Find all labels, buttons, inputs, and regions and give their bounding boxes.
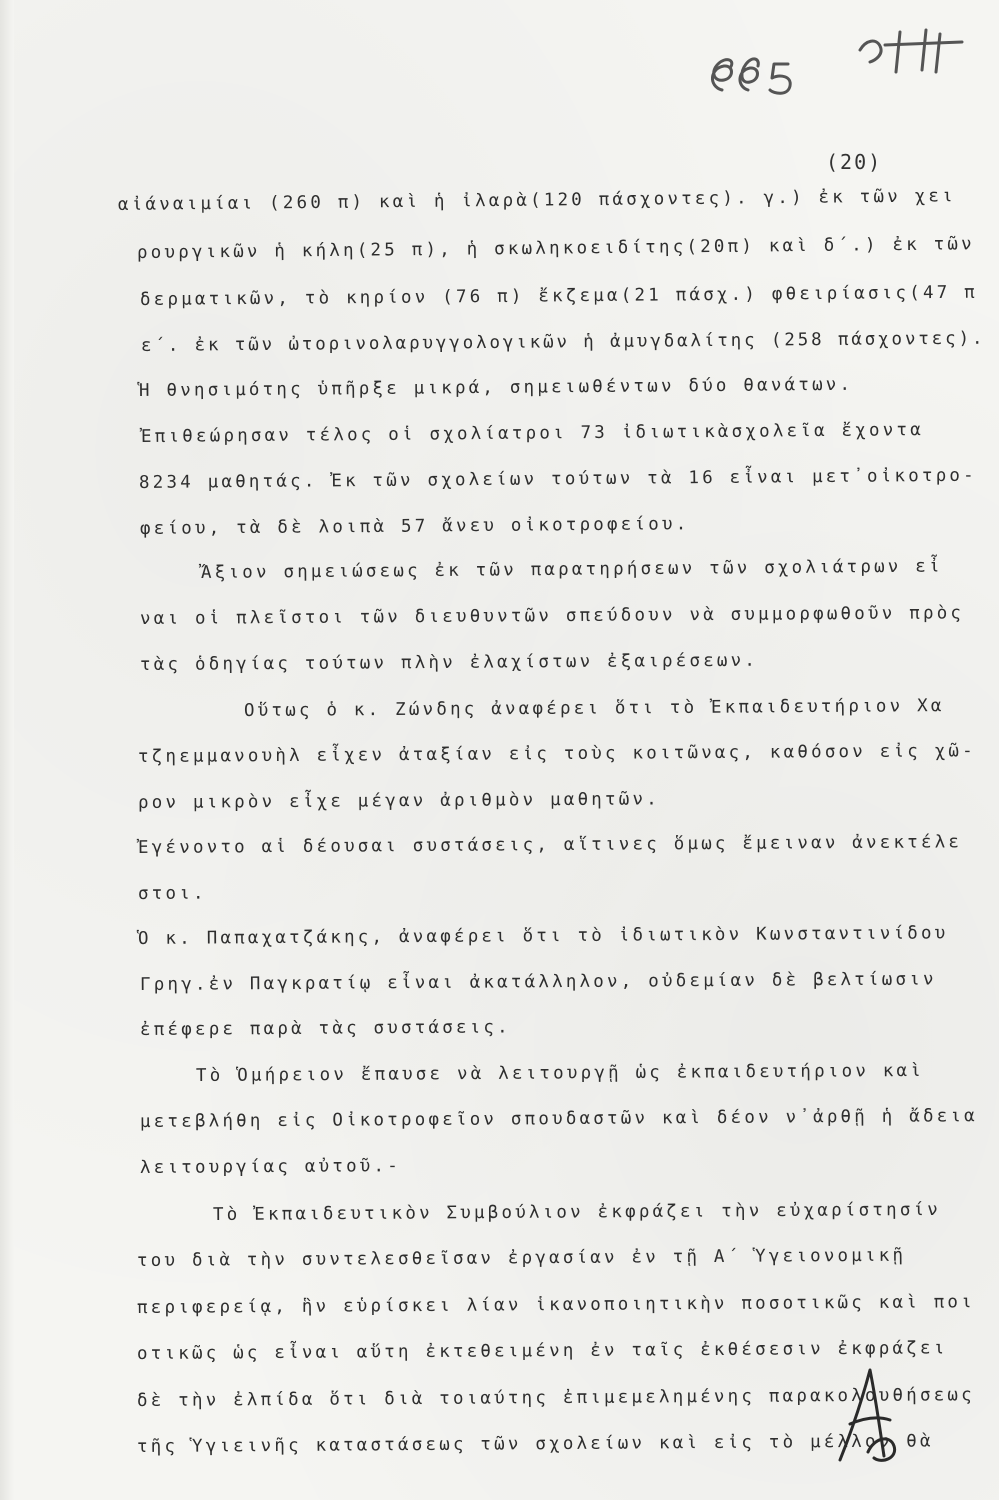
text-line: Ἐγένοντο αἱ δέουσαι συστάσεις, αἵτινες ὅμως ἔμειναν ἀνεκτέλε bbox=[137, 832, 963, 858]
text-line: ναι οἱ πλεῖστοι τῶν διευθυντῶν σπεύδουν νὰ συμμορφωθοῦν πρὸς bbox=[139, 603, 965, 629]
text-line: ε΄. ἐκ τῶν ὠτορινολαρυγγολογικῶν ἡ ἀμυγδαλίτης (258 πάσχοντες). bbox=[140, 328, 986, 356]
text-line: Τὸ Ὁμήρειον ἔπαυσε νὰ λειτουργῇ ὡς ἐκπαιδευτήριον καὶ bbox=[195, 1060, 925, 1086]
text-line: Ἄξιον σημειώσεως ἐκ τῶν παρατηρήσεων τῶν σχολιάτρων εἶ bbox=[200, 556, 943, 583]
text-line: Γρηγ.ἐν Παγκρατίῳ εἶναι ἀκατάλληλον, οὐδεμίαν δὲ βελτίωσιν bbox=[139, 969, 937, 995]
text-line: στοι. bbox=[137, 883, 207, 904]
handwritten-folio-mark bbox=[700, 20, 970, 110]
text-line: ρον μικρὸν εἶχε μέγαν ἀριθμὸν μαθητῶν. bbox=[137, 789, 661, 813]
text-line: δερματικῶν, τὸ κηρίον (76 π) ἔκζεμα(21 πάσχ.) φθειρίασις(47 π bbox=[139, 282, 978, 310]
text-line: τῆς Ὑγιεινῆς καταστάσεως τῶν σχολείων καὶ εἰς τὸ μέλλον θὰ bbox=[136, 1431, 934, 1457]
text-line: μετεβλήθη εἰς Οἰκοτροφεῖον σπουδαστῶν καὶ δέον ν᾽ἀρθῇ ἡ ἄδεια bbox=[139, 1106, 978, 1132]
text-line: ἐπέφερε παρὰ τὰς συστάσεις. bbox=[139, 1017, 511, 1040]
page-number: (20) bbox=[826, 150, 883, 174]
text-line: Ἐπιθεώρησαν τέλος οἱ σχολίατροι 73 ἰδιωτικὰσχολεῖα ἔχοντα bbox=[140, 420, 925, 447]
text-line: τζηεμμανουὴλ εἶχεν ἀταξίαν εἰς τοὺς κοιτῶνας, καθόσον εἰς χῶ- bbox=[137, 741, 976, 767]
text-line: περιφερείᾳ, ἣν εὑρίσκει λίαν ἱκανοποιητικὴν ποσοτικῶς καὶ ποι bbox=[136, 1292, 975, 1318]
text-line: τὰς ὁδηγίας τούτων πλὴν ἐλαχίστων ἐξαιρέσεων. bbox=[139, 650, 759, 675]
text-line: 8234 μαθητάς. Ἐκ τῶν σχολείων τούτων τὰ 16 εἶναι μετ᾽οἰκοτρο- bbox=[138, 465, 977, 493]
text-line: Ὁ κ. Παπαχατζάκης, ἀναφέρει ὅτι τὸ ἰδιωτικὸν Κωνσταντινίδου bbox=[137, 923, 949, 949]
handwritten-initials bbox=[830, 1360, 910, 1470]
text-line: Τὸ Ἐκπαιδευτικὸν Συμβούλιον ἐκφράζει τὴν εὐχαρίστησίν bbox=[212, 1199, 942, 1225]
page-edge-shadow bbox=[0, 0, 14, 1500]
text-line: του διὰ τὴν συντελεσθεῖσαν ἐργασίαν ἐν τῇ Α΄ Ὑγειονομικῇ bbox=[136, 1245, 907, 1271]
text-line: δὲ τὴν ἐλπίδα ὅτι διὰ τοιαύτης ἐπιμεμελημένης παρακολουθήσεως bbox=[136, 1385, 975, 1411]
text-line: οτικῶς ὡς εἶναι αὕτη ἐκτεθειμένη ἐν ταῖς ἐκθέσεσιν ἐκφράζει bbox=[136, 1338, 948, 1364]
text-line: Οὕτως ὁ κ. Ζώνδης ἀναφέρει ὅτι τὸ Ἐκπαιδευτήριον Χα bbox=[243, 696, 945, 721]
text-line: Ἡ θνησιμότης ὑπῆρξε μικρά, σημειωθέντων δύο θανάτων. bbox=[138, 374, 854, 401]
text-line: ρουργικῶν ἡ κήλη(25 π), ἡ σκωληκοειδίτης(20π) καὶ δ΄.) ἐκ τῶν bbox=[136, 234, 975, 263]
text-line: λειτουργίας αὐτοῦ.- bbox=[139, 1156, 402, 1178]
text-line: φείου, τὰ δὲ λοιπὰ 57 ἄνευ οἰκοτροφείου. bbox=[139, 514, 690, 539]
text-line: αἰάναιμίαι (260 π) καὶ ἡ ἰλαρὰ(120 πάσχοντες). γ.) ἐκ τῶν χει bbox=[117, 186, 956, 215]
